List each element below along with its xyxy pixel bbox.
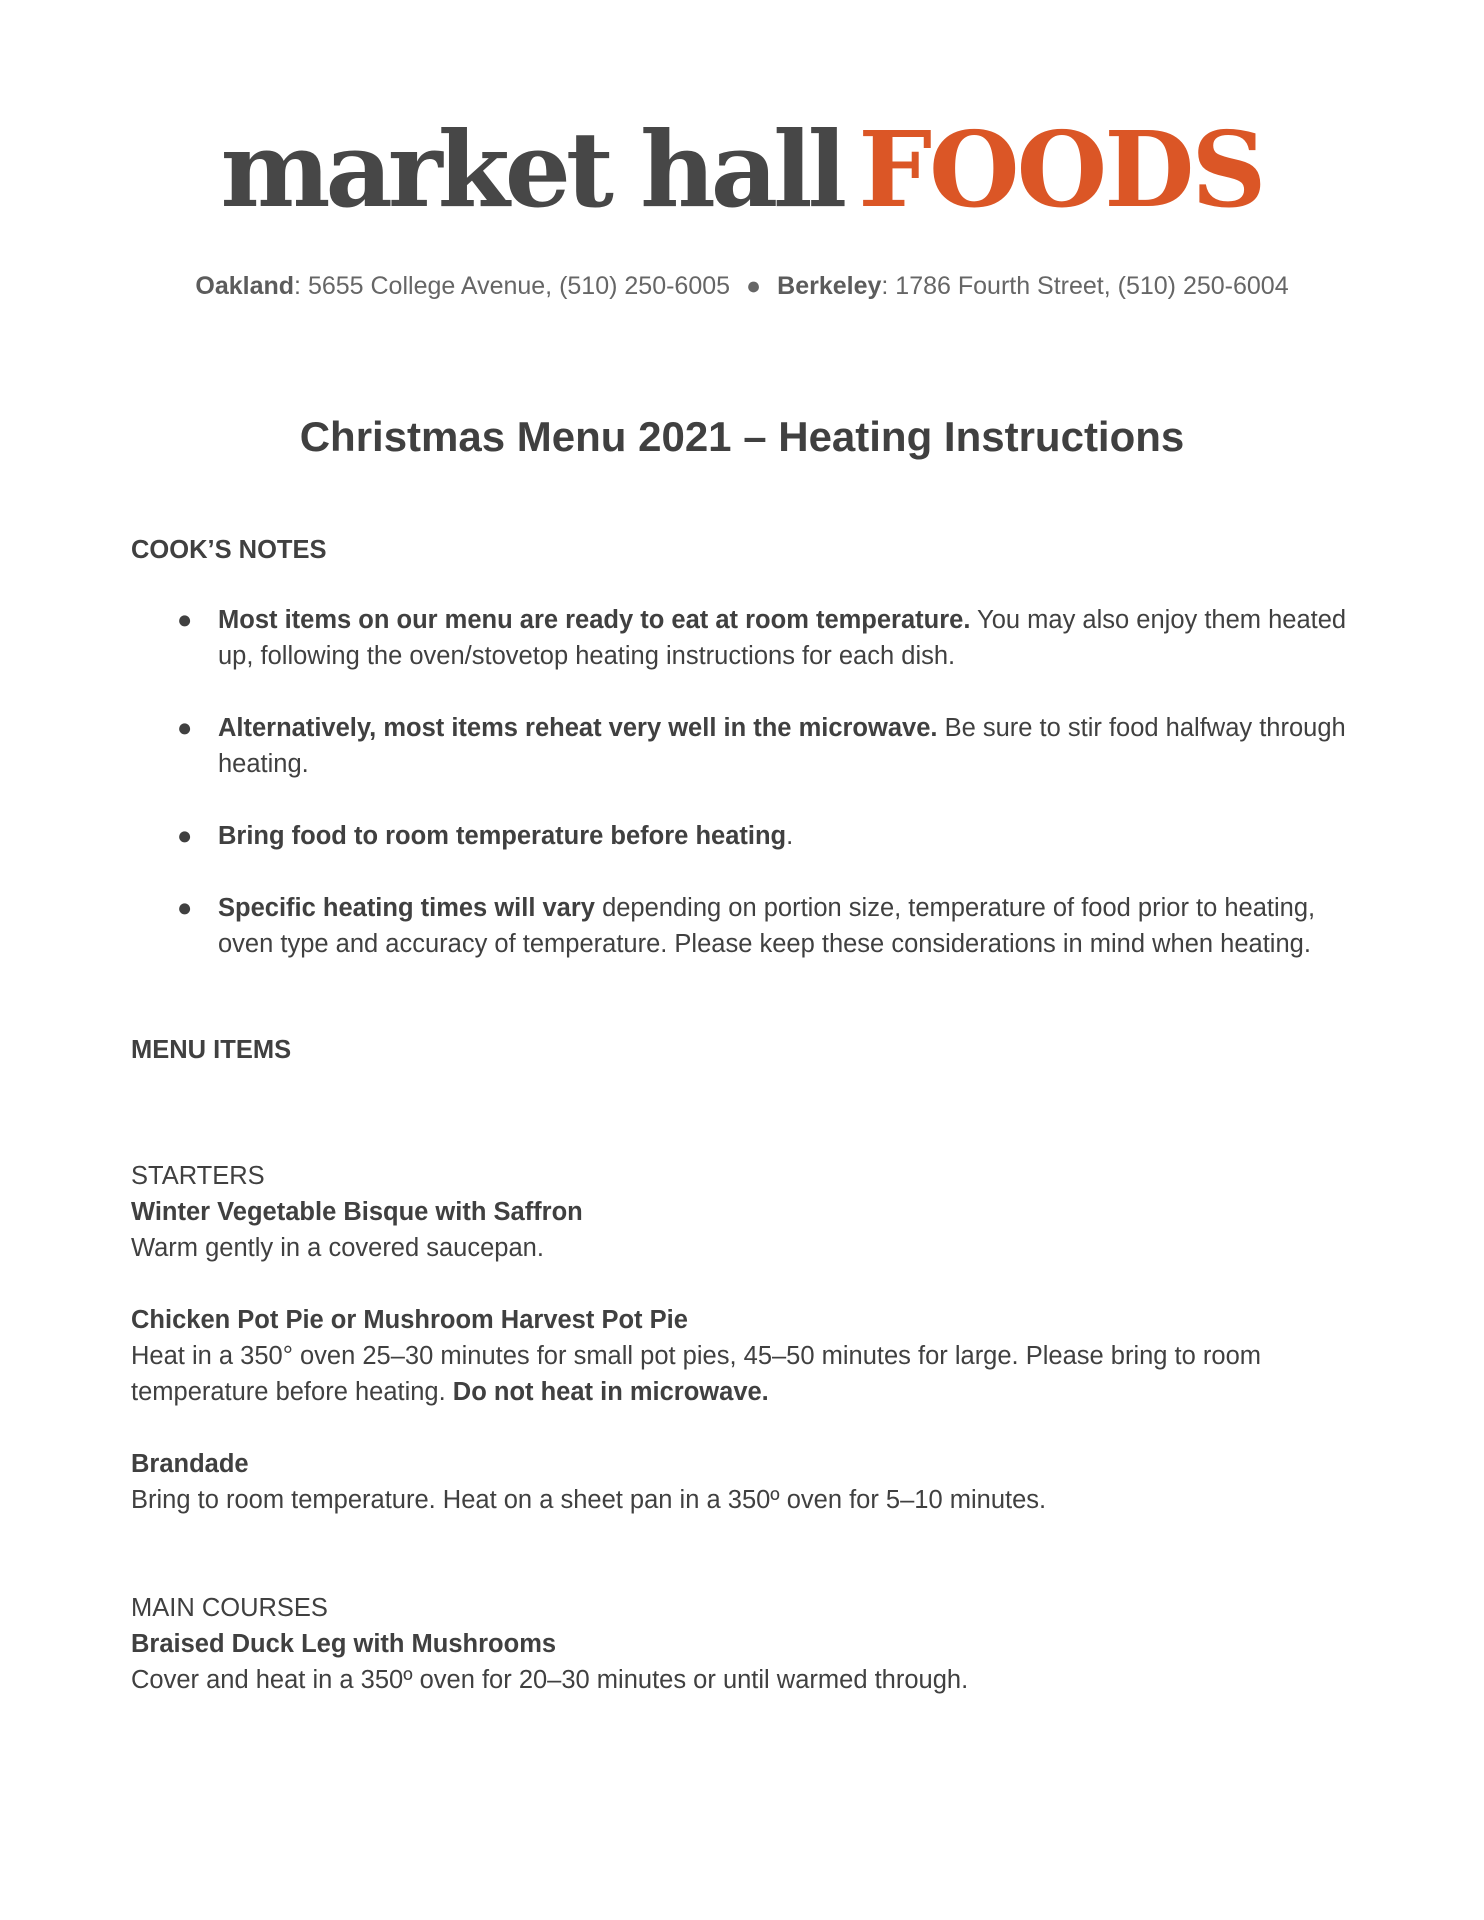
cooks-notes-list	[131, 602, 1361, 962]
instructions-text: Bring to room temperature. Heat on a sheet pan in a 350º oven for 5–10 minutes.	[131, 1486, 1047, 1514]
menu-item	[131, 1446, 1361, 1518]
location-name-oakland: Oakland	[195, 272, 295, 300]
logo-text-foods: FOODS	[858, 108, 1264, 231]
menu-item-instructions	[131, 1230, 1361, 1266]
menu-item-instructions	[131, 1482, 1361, 1518]
instructions-text: Cover and heat in a 350º oven for 20–30 minutes or until warmed through.	[131, 1666, 969, 1694]
menu-item	[131, 1194, 1361, 1266]
menu-item-instructions	[131, 1662, 1361, 1698]
category-starters: STARTERS	[131, 1162, 265, 1190]
menu-item-name: Winter Vegetable Bisque with Saffron	[131, 1198, 583, 1226]
menu-item-name: Chicken Pot Pie or Mushroom Harvest Pot Pie	[131, 1306, 688, 1334]
note-text: depending on portion size, temperature of food prior to heating, oven type and accuracy of temperature. Please keep these considerations in mind when heating.	[218, 894, 1316, 958]
location-detail-berkeley: : 1786 Fourth Street, (510) 250-6004	[881, 272, 1289, 300]
brand-logo	[0, 108, 1484, 231]
document-body	[131, 532, 1361, 1698]
bullet-icon: ●	[177, 822, 193, 850]
menu-item-name: Braised Duck Leg with Mushrooms	[131, 1630, 557, 1658]
menu-items-heading: MENU ITEMS	[131, 1036, 292, 1064]
logo-text-market-hall: market hall	[220, 108, 843, 231]
store-addresses	[0, 272, 1484, 301]
list-item	[131, 602, 1358, 674]
page-title: Christmas Menu 2021 – Heating Instructions	[299, 413, 1185, 460]
menu-item	[131, 1302, 1361, 1410]
menu-item	[131, 1626, 1361, 1698]
location-name-berkeley: Berkeley	[777, 272, 882, 300]
bullet-icon: ●	[177, 894, 193, 922]
note-bold-text: Bring food to room temperature before heating	[218, 822, 787, 850]
address-separator: ●	[746, 272, 762, 300]
menu-item-name: Brandade	[131, 1450, 249, 1478]
list-item	[131, 890, 1358, 962]
instructions-warning: Do not heat in microwave.	[452, 1378, 769, 1406]
note-bold-text: Alternatively, most items reheat very well in the microwave.	[218, 714, 938, 742]
note-text: Be sure to stir food halfway through heating.	[218, 714, 1346, 778]
list-item	[131, 710, 1358, 782]
note-text: You may also enjoy them heated up, following the oven/stovetop heating instructions for each dish.	[218, 606, 1347, 670]
category-main-courses: MAIN COURSES	[131, 1594, 328, 1622]
bullet-icon: ●	[177, 606, 193, 634]
location-detail-oakland: : 5655 College Avenue, (510) 250-6005	[294, 272, 731, 300]
note-bold-text: Specific heating times will vary	[218, 894, 595, 922]
instructions-text: Warm gently in a covered saucepan.	[131, 1234, 544, 1262]
bullet-icon: ●	[177, 714, 193, 742]
note-text: .	[786, 822, 794, 850]
instructions-text: Heat in a 350° oven 25–30 minutes for small pot pies, 45–50 minutes for large. Please bring to room temperature before heating.	[131, 1342, 1262, 1406]
menu-item-instructions	[131, 1338, 1361, 1410]
cooks-notes-heading: COOK’S NOTES	[131, 536, 327, 564]
note-bold-text: Most items on our menu are ready to eat at room temperature.	[218, 606, 971, 634]
list-item	[131, 818, 1358, 854]
